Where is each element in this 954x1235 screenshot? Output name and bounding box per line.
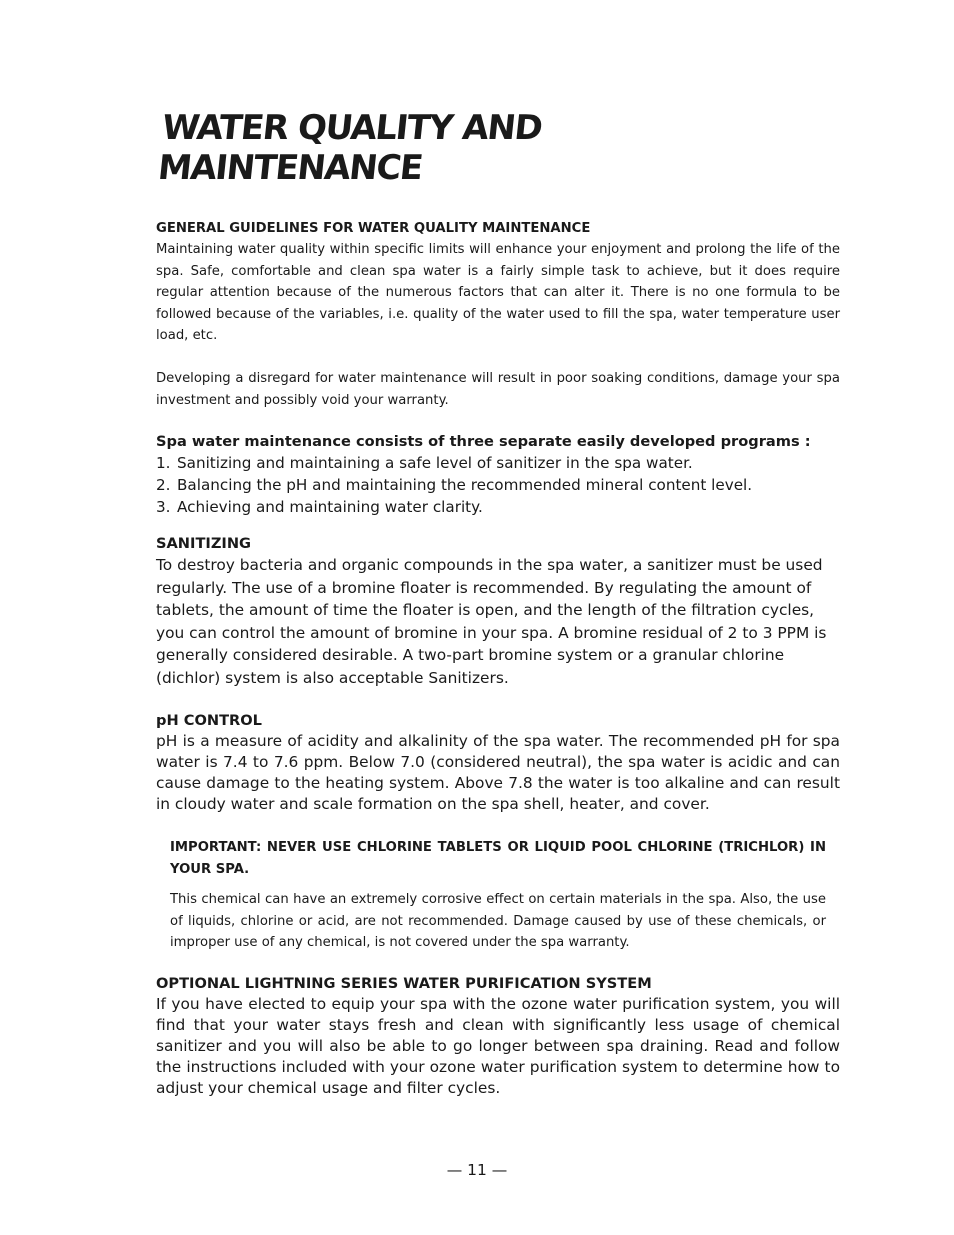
list-item-number: 2. — [156, 476, 171, 495]
sanitizing-section — [156, 533, 840, 689]
optional-purification-section — [156, 973, 840, 1099]
page-title — [156, 108, 848, 188]
general-guidelines-paragraph-1: Maintaining water quality within specific limits will enhance your enjoyment and prolong the life of the spa. Safe, comfortable and clean spa water is a fairly simple task to achieve, but it does require regular attention because of the numerous factors that can alter it. There is no one formula to be followed because of the variables, i.e. quality of the water used to fill the spa, water temperature user load, etc. — [156, 242, 840, 344]
ph-control-section — [156, 710, 840, 815]
list-item-text: Balancing the pH and maintaining the recommended mineral content level. — [177, 476, 753, 495]
ph-control-paragraph: pH is a measure of acidity and alkalinity of the spa water. The recommended pH for spa water is 7.4 to 7.6 ppm. Below 7.0 (considered neutral), the spa water is acidic and can cause damage to the heating system. Above 7.8 the water is too alkaline and can result in cloudy water and scale formation on the spa shell, heater, and cover. — [156, 732, 840, 814]
important-notice-heading: IMPORTANT: NEVER USE CHLORINE TABLETS OR LIQUID POOL CHLORINE (TRICHLOR) IN YOUR SPA. — [170, 840, 826, 878]
programs-heading: Spa water maintenance consists of three separate easily developed programs : — [156, 433, 811, 451]
page-title-line-2: MAINTENANCE — [156, 148, 424, 188]
list-item-number: 3. — [156, 498, 171, 517]
page-title-line-1: WATER QUALITY AND — [160, 108, 544, 148]
optional-purification-paragraph: If you have elected to equip your spa with the ozone water purification system, you will find that your water stays fresh and clean with significantly less usage of chemical sanitizer and you will also be able to go longer between spa draining. Read and follow the instructions included with your ozone water purification system to determine how to adjust your chemical usage and filter cycles. — [156, 994, 840, 1097]
important-notice — [170, 837, 826, 954]
sanitizing-heading: SANITIZING — [156, 535, 252, 553]
list-item-number: 1. — [156, 454, 171, 473]
list-item-text: Achieving and maintaining water clarity. — [177, 498, 483, 517]
optional-purification-heading: OPTIONAL LIGHTNING SERIES WATER PURIFICATION SYSTEM — [156, 974, 652, 992]
page-content — [156, 108, 840, 1099]
programs-section — [156, 431, 840, 518]
ph-control-heading: pH CONTROL — [156, 712, 262, 730]
list-item-text: Sanitizing and maintaining a safe level of sanitizer in the spa water. — [177, 454, 693, 473]
programs-list — [156, 452, 840, 518]
list-item — [156, 496, 840, 518]
list-item — [156, 474, 840, 496]
general-guidelines-paragraph-2: Developing a disregard for water maintenance will result in poor soaking conditions, damage your spa investment and possibly void your warranty. — [156, 370, 840, 408]
general-guidelines-section — [156, 218, 840, 411]
page-number: — 11 — — [446, 1161, 508, 1179]
general-guidelines-heading: GENERAL GUIDELINES FOR WATER QUALITY MAINTENANCE — [156, 221, 591, 236]
sanitizing-paragraph: To destroy bacteria and organic compounds in the spa water, a sanitizer must be used regularly. The use of a bromine floater is recommended. By regulating the amount of tablets, the amount of time the floater is open, and the length of the filtration cycles, you can control the amount of bromine in your spa. A bromine residual of 2 to 3 PPM is generally considered desirable. A two-part bromine system or a granular chlorine (dichlor) system is also acceptable Sanitizers. — [156, 556, 827, 687]
list-item — [156, 452, 840, 474]
important-notice-body: This chemical can have an extremely corrosive effect on certain materials in the spa. Also, the use of liquids, chlorine or acid, are not recommended. Damage caused by use of these chemicals, or improper use of any chemical, is not covered under the spa warranty. — [170, 892, 826, 951]
